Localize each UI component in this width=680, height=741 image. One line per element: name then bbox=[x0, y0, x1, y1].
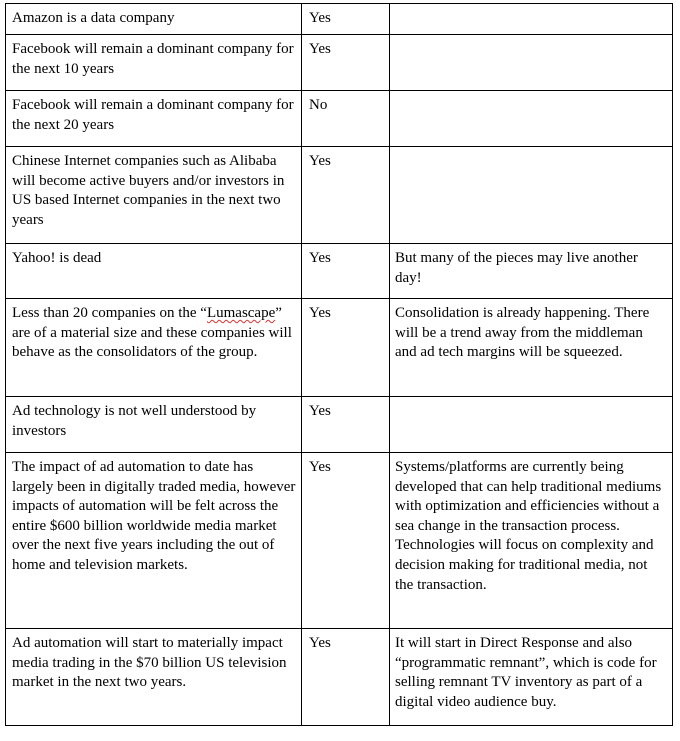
comment-cell bbox=[390, 4, 673, 35]
comment-cell: Systems/platforms are currently being developed that can help traditional mediums with optimization and efficiencies without a sea change in the transaction process. Technologies will focus on complexity and decision making for traditional media, not the transaction. bbox=[390, 453, 673, 629]
table-row bbox=[6, 299, 673, 397]
table-row bbox=[6, 453, 673, 629]
table-row bbox=[6, 4, 673, 35]
table-row bbox=[6, 91, 673, 147]
statement-cell: Amazon is a data company bbox=[6, 4, 302, 35]
answer-cell: Yes bbox=[302, 4, 390, 35]
table-row bbox=[6, 35, 673, 91]
answer-cell: Yes bbox=[302, 244, 390, 299]
comment-cell bbox=[390, 91, 673, 147]
statement-cell: Facebook will remain a dominant company for the next 20 years bbox=[6, 91, 302, 147]
statement-cell: Chinese Internet companies such as Alibaba will become active buyers and/or investors in US based Internet companies in the next two years bbox=[6, 147, 302, 244]
statement-cell bbox=[6, 299, 302, 397]
table-row bbox=[6, 629, 673, 726]
comment-cell bbox=[390, 147, 673, 244]
answer-cell: Yes bbox=[302, 629, 390, 726]
statement-cell: Yahoo! is dead bbox=[6, 244, 302, 299]
answer-cell: No bbox=[302, 91, 390, 147]
statement-cell: Ad technology is not well understood by investors bbox=[6, 397, 302, 453]
answer-cell: Yes bbox=[302, 147, 390, 244]
comment-cell: Consolidation is already happening. There will be a trend away from the middleman and ad tech margins will be squeezed. bbox=[390, 299, 673, 397]
comment-cell bbox=[390, 397, 673, 453]
statement-cell: Ad automation will start to materially impact media trading in the $70 billion US television market in the next two years. bbox=[6, 629, 302, 726]
statement-cell: The impact of ad automation to date has largely been in digitally traded media, however impacts of automation will be felt across the entire $600 billion worldwide media market over the next five years including the out of home and television markets. bbox=[6, 453, 302, 629]
lumascape-term: Lumascape bbox=[206, 305, 276, 321]
comment-cell: It will start in Direct Response and also “programmatic remnant”, which is code for selling remnant TV inventory as part of a digital video audience buy. bbox=[390, 629, 673, 726]
comment-cell: But many of the pieces may live another day! bbox=[390, 244, 673, 299]
comment-cell bbox=[390, 35, 673, 91]
statement-text: ” are of a material size and these companies will behave as the consolidators of the group. bbox=[12, 305, 292, 361]
predictions-table bbox=[5, 3, 673, 726]
answer-cell: Yes bbox=[302, 299, 390, 397]
table-row bbox=[6, 244, 673, 299]
statement-text: Less than 20 companies on the “ bbox=[12, 305, 207, 321]
statement-cell: Facebook will remain a dominant company for the next 10 years bbox=[6, 35, 302, 91]
answer-cell: Yes bbox=[302, 453, 390, 629]
table-row bbox=[6, 147, 673, 244]
table-row bbox=[6, 397, 673, 453]
answer-cell: Yes bbox=[302, 397, 390, 453]
answer-cell: Yes bbox=[302, 35, 390, 91]
